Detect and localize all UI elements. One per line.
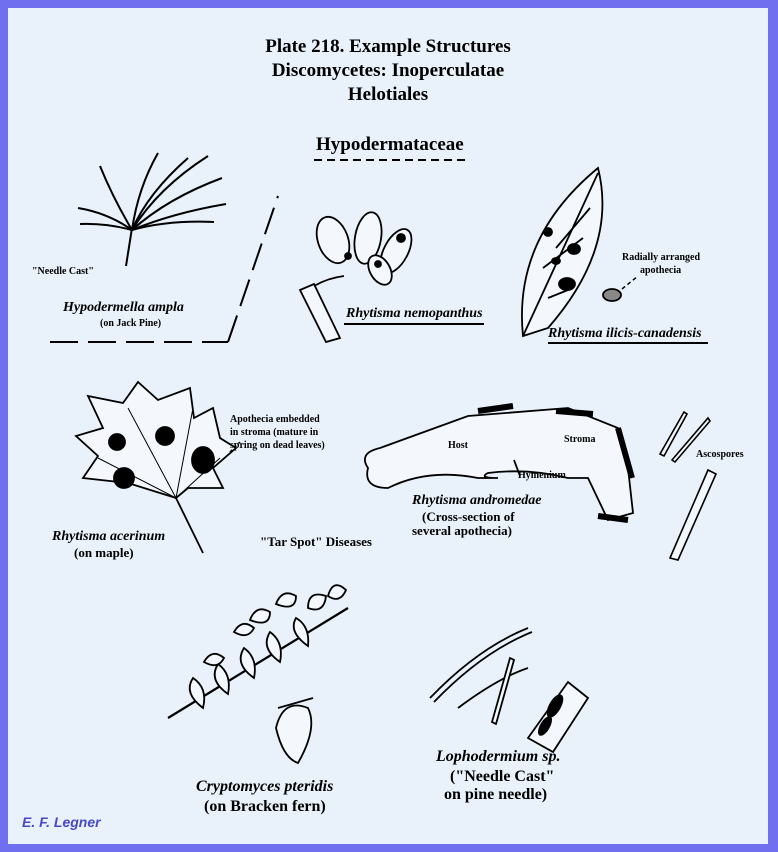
andromedae-desc-2: several apothecia) (412, 523, 513, 538)
andromedae-name: Rhytisma andromedae (412, 493, 542, 508)
acerinum-note-1: Apothecia embedded (230, 414, 320, 425)
andromedae-stroma-label: Stroma (564, 434, 596, 445)
acerinum-note-2: in stroma (mature in (230, 427, 319, 438)
plate-panel (8, 8, 768, 844)
author-credit: E. F. Legner (22, 814, 101, 830)
plate-title: Plate 218. Example Structures (265, 36, 511, 57)
hypodermella-note: "Needle Cast" (32, 266, 94, 277)
ilicis-leaf-drawing (522, 168, 621, 336)
ascospores-label: Ascospores (696, 449, 744, 460)
tar-spot-caption: "Tar Spot" Diseases (260, 534, 372, 549)
lophodermium-desc-2: on pine needle) (444, 786, 548, 803)
andromedae-desc-1: (Cross-section of (422, 509, 515, 524)
fern-frond-drawing (168, 585, 348, 763)
ilicis-note-1: Radially arranged (622, 252, 701, 263)
lophodermium-desc-1: ("Needle Cast" (450, 768, 555, 785)
cryptomyces-host: (on Bracken fern) (204, 798, 326, 815)
nemopanthus-branch-drawing (300, 210, 418, 342)
lophodermium-name: Lophodermium sp. (436, 748, 561, 765)
acerinum-host: (on maple) (74, 545, 134, 560)
ilicis-note-2: apothecia (640, 265, 682, 276)
acerinum-note-3: spring on dead leaves) (230, 440, 325, 451)
family-heading: Hypodermataceae (316, 134, 464, 155)
ilicis-name: Rhytisma ilicis-canadensis (548, 326, 702, 341)
maple-leaf-drawing (76, 382, 236, 553)
cryptomyces-name: Cryptomyces pteridis (196, 778, 334, 795)
hypodermella-host: (on Jack Pine) (100, 318, 162, 329)
andromedae-host-label: Host (448, 440, 468, 451)
andromedae-hymenium-label: Hymenium (518, 470, 566, 481)
hypodermella-name: Hypodermella ampla (63, 300, 184, 315)
pine-needle-drawing (430, 628, 588, 752)
nemopanthus-name: Rhytisma nemopanthus (346, 306, 483, 321)
ascospores-drawing (660, 412, 716, 560)
ilicis-pointer (622, 276, 638, 289)
pine-needle-tuft-drawing (78, 153, 226, 266)
plate-order: Helotiales (347, 84, 429, 105)
plate-subtitle: Discomycetes: Inoperculatae (271, 60, 505, 81)
acerinum-name: Rhytisma acerinum (52, 529, 166, 544)
